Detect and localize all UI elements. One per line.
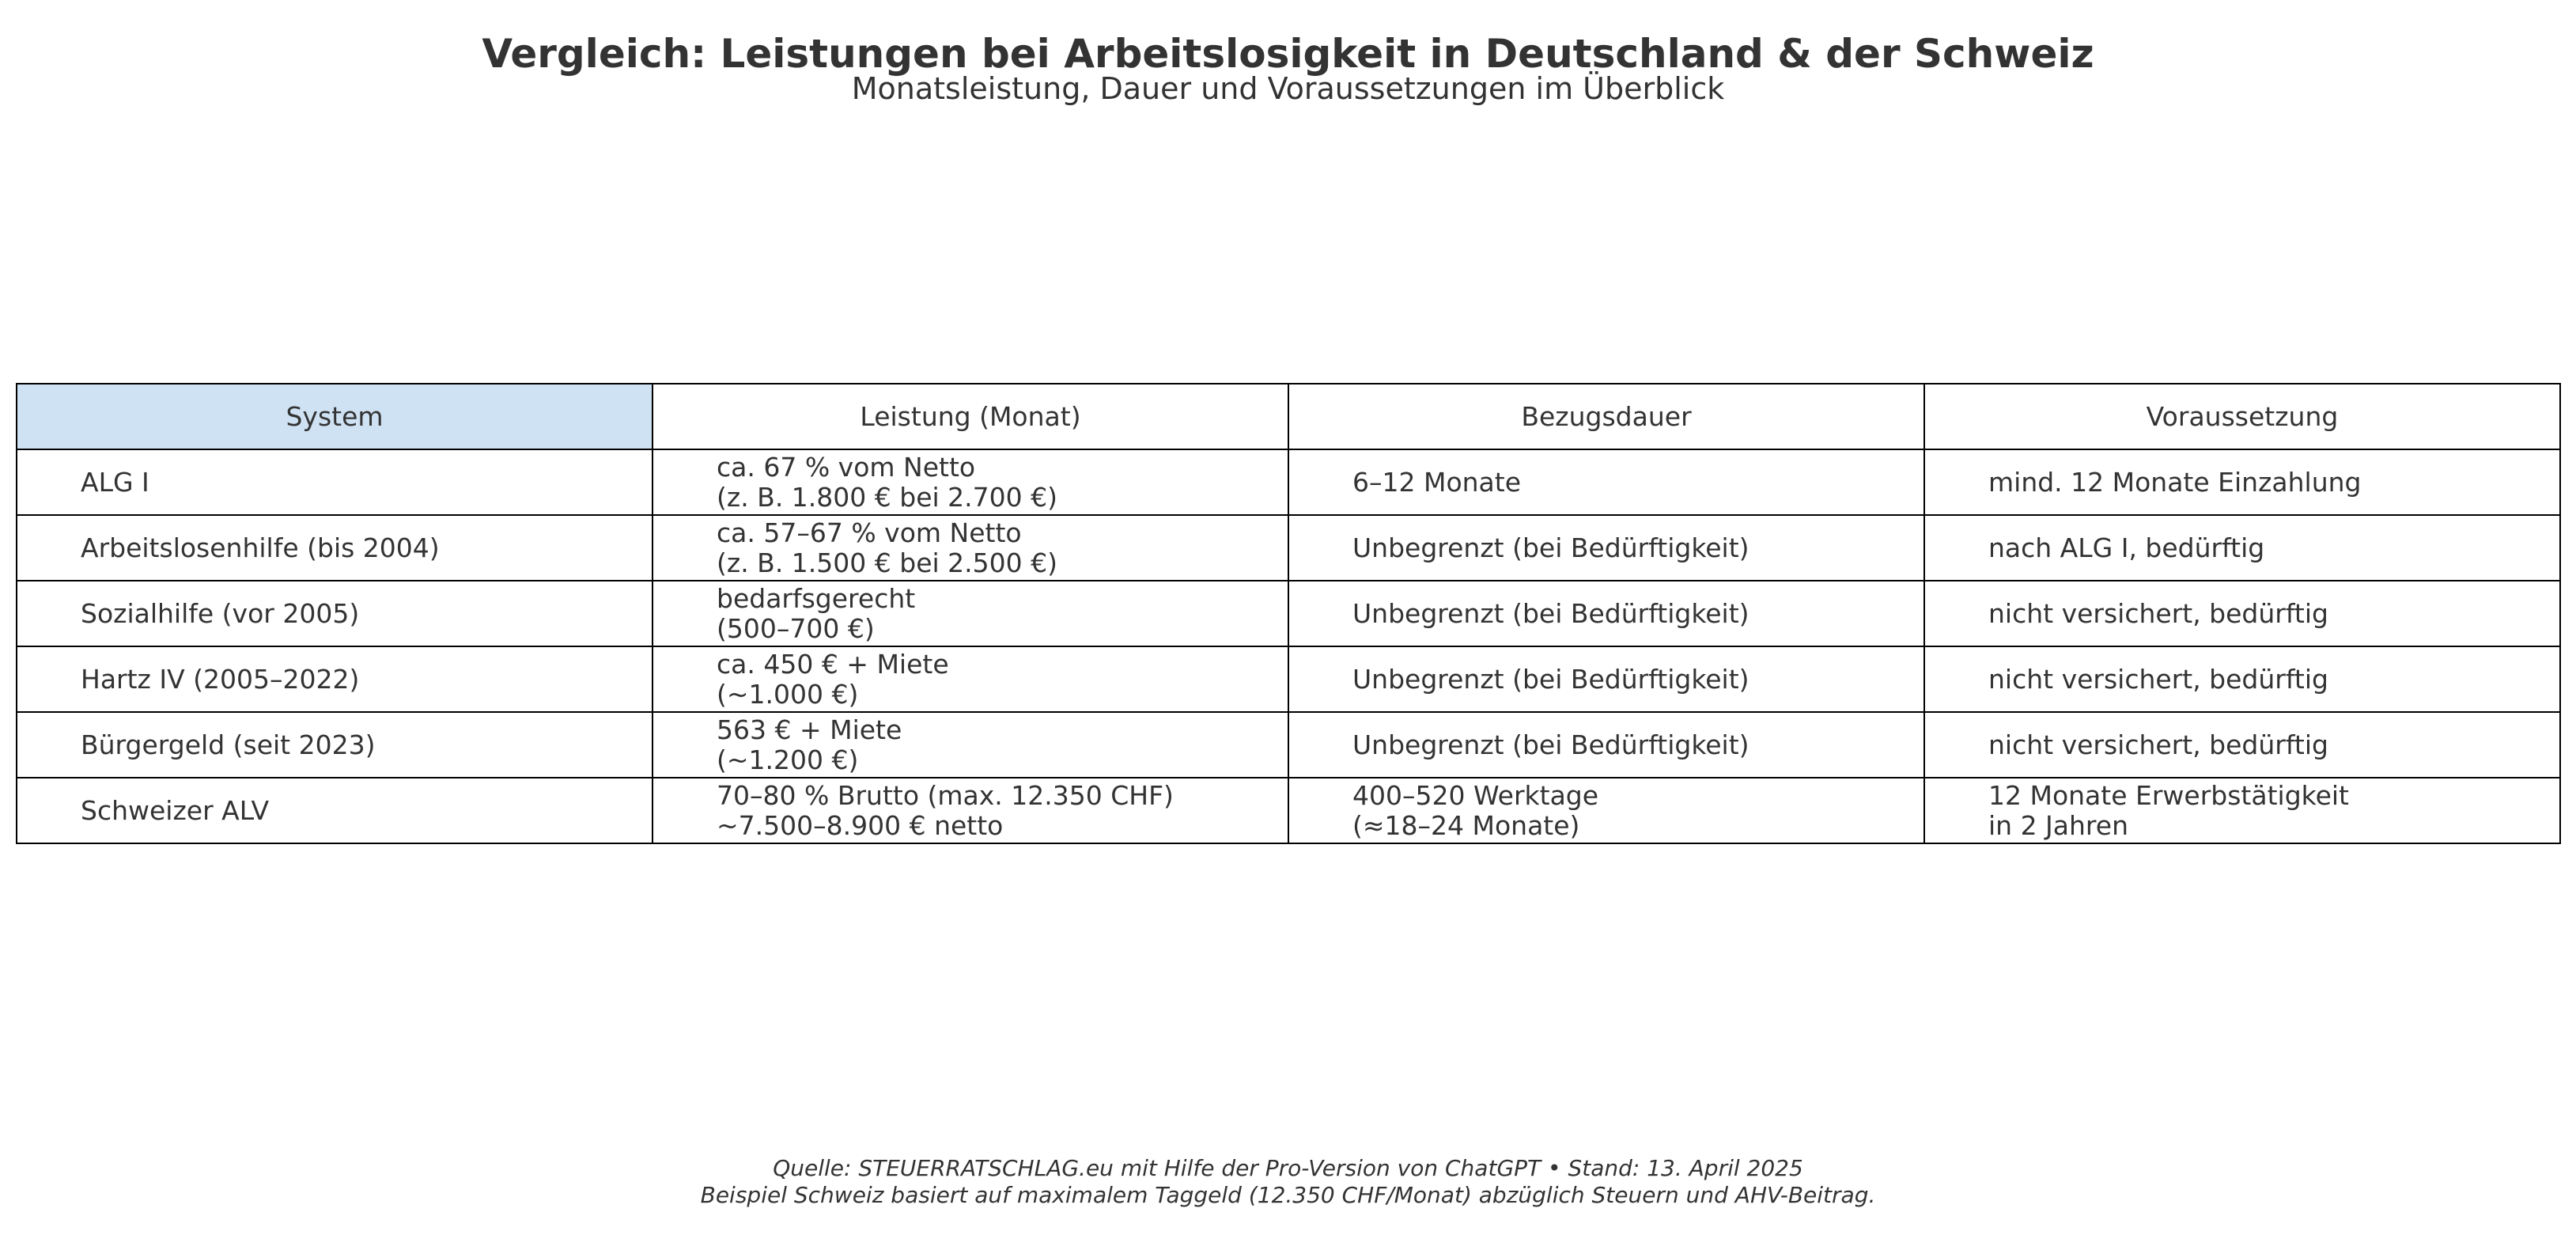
cell-voraussetzung: nicht versichert, bedürftig [1924, 712, 2560, 778]
cell-bezugsdauer: Unbegrenzt (bei Bedürftigkeit) [1288, 646, 1924, 712]
table-row [17, 581, 2560, 646]
cell-leistung: ca. 57–67 % vom Netto (z. B. 1.500 € bei 2.500 €) [653, 515, 1288, 581]
table-row [17, 712, 2560, 778]
cell-system: Schweizer ALV [17, 778, 653, 843]
cell-leistung: ca. 450 € + Miete (~1.000 €) [653, 646, 1288, 712]
column-header-bezugsdauer: Bezugsdauer [1288, 384, 1924, 449]
column-header-leistung: Leistung (Monat) [653, 384, 1288, 449]
table-header-row [17, 384, 2560, 449]
cell-bezugsdauer: 6–12 Monate [1288, 449, 1924, 515]
table-row [17, 778, 2560, 843]
cell-voraussetzung: nicht versichert, bedürftig [1924, 581, 2560, 646]
cell-leistung: 563 € + Miete (~1.200 €) [653, 712, 1288, 778]
cell-bezugsdauer: Unbegrenzt (bei Bedürftigkeit) [1288, 712, 1924, 778]
column-header-voraussetzung: Voraussetzung [1924, 384, 2560, 449]
cell-bezugsdauer: 400–520 Werktage (≈18–24 Monate) [1288, 778, 1924, 843]
cell-voraussetzung: nach ALG I, bedürftig [1924, 515, 2560, 581]
cell-bezugsdauer: Unbegrenzt (bei Bedürftigkeit) [1288, 581, 1924, 646]
cell-voraussetzung: 12 Monate Erwerbstätigkeit in 2 Jahren [1924, 778, 2560, 843]
cell-system: Arbeitslosenhilfe (bis 2004) [17, 515, 653, 581]
table-row [17, 646, 2560, 712]
cell-leistung: 70–80 % Brutto (max. 12.350 CHF) ~7.500–8.900 € netto [653, 778, 1288, 843]
cell-leistung: bedarfsgerecht (500–700 €) [653, 581, 1288, 646]
cell-system: Sozialhilfe (vor 2005) [17, 581, 653, 646]
table-row [17, 449, 2560, 515]
cell-bezugsdauer: Unbegrenzt (bei Bedürftigkeit) [1288, 515, 1924, 581]
cell-voraussetzung: nicht versichert, bedürftig [1924, 646, 2560, 712]
source-note: Quelle: STEUERRATSCHLAG.eu mit Hilfe der Pro-Version von ChatGPT • Stand: 13. April 2025 [773, 1155, 1803, 1181]
table-row [17, 515, 2560, 581]
cell-system: Hartz IV (2005–2022) [17, 646, 653, 712]
cell-system: ALG I [17, 449, 653, 515]
chart-subtitle: Monatsleistung, Dauer und Voraussetzungen im Überblick [851, 71, 1725, 106]
cell-leistung: ca. 67 % vom Netto (z. B. 1.800 € bei 2.700 €) [653, 449, 1288, 515]
cell-system: Bürgergeld (seit 2023) [17, 712, 653, 778]
column-header-system: System [17, 384, 653, 449]
comparison-table [16, 383, 2561, 844]
cell-voraussetzung: mind. 12 Monate Einzahlung [1924, 449, 2560, 515]
method-note: Beispiel Schweiz basiert auf maximalem Taggeld (12.350 CHF/Monat) abzüglich Steuern und AHV-Beitrag. [700, 1182, 1876, 1208]
chart-title: Vergleich: Leistungen bei Arbeitslosigkeit in Deutschland & der Schweiz [482, 31, 2094, 77]
